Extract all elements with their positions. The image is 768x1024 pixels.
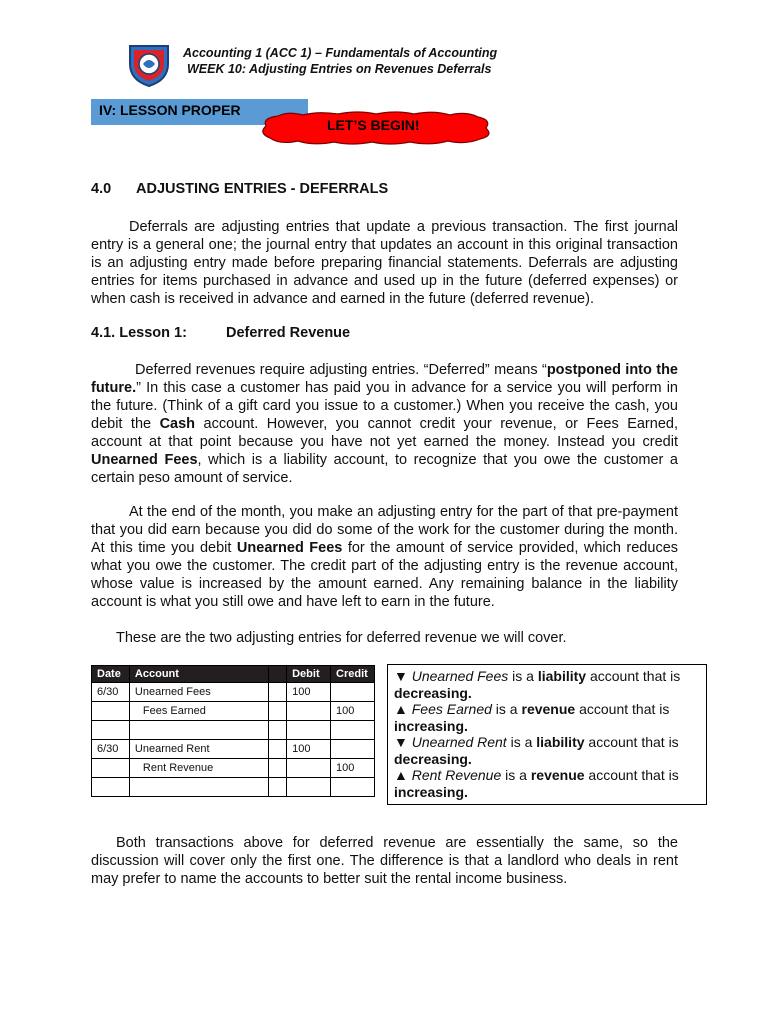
entries-intro: These are the two adjusting entries for deferred revenue we will cover. (116, 630, 567, 646)
table-header-row (92, 666, 375, 683)
header-subtitle: WEEK 10: Adjusting Entries on Revenues Deferrals (187, 62, 492, 76)
closing-paragraph: Both transactions above for deferred revenue are essentially the same, so the discussion will cover only the first one. The difference is that a landlord who deals in rent may prefer to name the accounts to better suit the rental income business. (91, 835, 678, 887)
table-row: 6/30 Unearned Fees 100 (92, 683, 375, 702)
section-number: 4.0 (91, 181, 112, 197)
school-logo (126, 42, 172, 88)
note-state: decreasing. (394, 750, 472, 767)
note-state: decreasing. (394, 684, 472, 701)
col-ref (269, 666, 287, 683)
note-state: increasing. (394, 717, 468, 734)
account-notes-box (387, 664, 707, 805)
callout-label: LET’S BEGIN! (327, 117, 420, 133)
arrow-down-icon: ▼ (394, 734, 408, 750)
journal-entries-table (91, 665, 375, 797)
arrow-up-icon: ▲ (394, 701, 408, 717)
col-credit: Credit (331, 666, 375, 683)
col-debit: Debit (287, 666, 331, 683)
table-row: Rent Revenue 100 (92, 759, 375, 778)
arrow-down-icon: ▼ (394, 668, 408, 684)
table-row (92, 721, 375, 740)
table-row: Fees Earned 100 (92, 702, 375, 721)
note-line: ▲ Fees Earned is a revenue account that is (394, 701, 670, 717)
table-row: 6/30 Unearned Rent 100 (92, 740, 375, 759)
banner-label: IV: LESSON PROPER (99, 102, 241, 118)
table-row (92, 778, 375, 797)
section-title: ADJUSTING ENTRIES - DEFERRALS (136, 181, 389, 197)
note-line: ▲ Rent Revenue is a revenue account that is (394, 767, 679, 783)
note-line: ▼ Unearned Fees is a liability account that is (394, 668, 681, 684)
header-title: Accounting 1 (ACC 1) – Fundamentals of Accounting (183, 46, 498, 60)
intro-paragraph: Deferrals are adjusting entries that update a previous transaction. The first journal entry is a general one; the journal entry that updates an account in this original transaction is an adjusting entry made before preparing financial statements. Deferrals are adjusting entries for items purchased in advance and used up in the future (deferred expenses) or when cash is received in advance and earned in the future (deferred revenue). (91, 219, 678, 307)
col-date: Date (92, 666, 130, 683)
arrow-up-icon: ▲ (394, 767, 408, 783)
deferred-revenue-paragraph: Deferred revenues require adjusting entries. “Deferred” means “postponed into the future.” In this case a customer has paid you in advance for a service you will perform in the future. (Think of a gift card you issue to a customer.) When you receive the cash, you debit the Cash account. However, you cannot credit your revenue, or Fees Earned, account at that point because you have not yet earned the money. Instead you credit Unearned Fees, which is a liability account, to recognize that you owe the customer a certain peso amount of service. (91, 362, 678, 486)
lesson-title: Deferred Revenue (226, 325, 351, 341)
col-account: Account (129, 666, 268, 683)
note-state: increasing. (394, 783, 468, 800)
note-line: ▼ Unearned Rent is a liability account that is (394, 734, 679, 750)
month-end-paragraph: At the end of the month, you make an adjusting entry for the part of that pre-payment that you did earn because you did do some of the work for the customer during the month. At this time you debit Unearned Fees for the amount of service provided, which reduces what you owe the customer. The credit part of the adjusting entry is the revenue account, whose value is increased by the amount earned. Any remaining balance in the liability account is what you still owe and have left to earn in the future. (91, 504, 679, 610)
lesson-number: 4.1. Lesson 1: (91, 325, 187, 341)
